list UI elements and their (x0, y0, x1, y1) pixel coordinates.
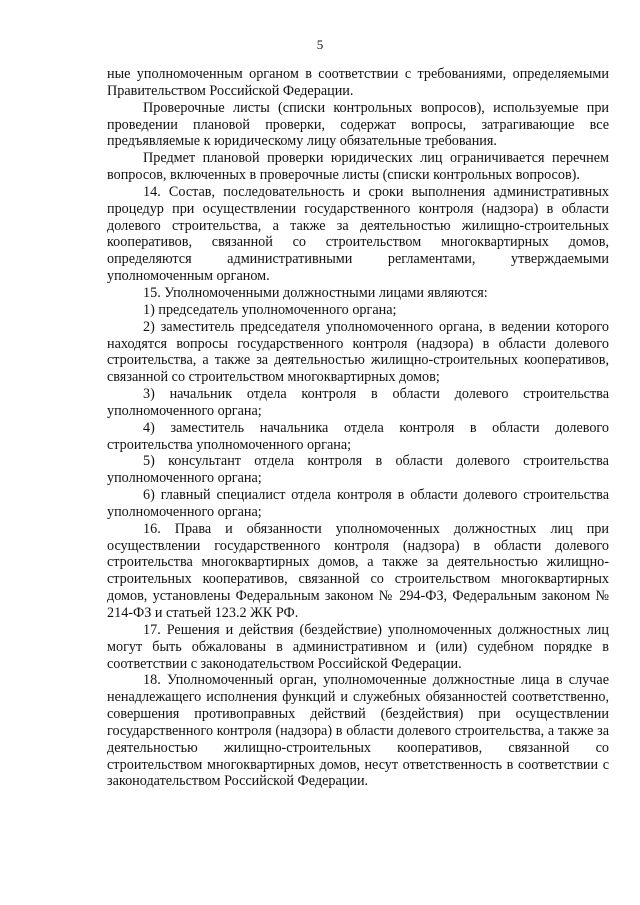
list-item-5: 5) консультант отдела контроля в области долевого строительства уполномоченного органа; (107, 453, 609, 487)
page-number: 5 (316, 37, 324, 52)
document-body (107, 66, 609, 790)
list-item-3: 3) начальник отдела контроля в области долевого строительства уполномоченного органа; (107, 386, 609, 419)
paragraph-item-15: 15. Уполномоченными должностными лицами являются: (143, 284, 488, 301)
paragraph-continuation: ные уполномоченным органом в соответствии с требованиями, определяемыми Правительством Российской Федерации. (107, 66, 609, 99)
list-item-4: 4) заместитель начальника отдела контроля в области долевого строительства уполномоченного органа; (107, 419, 609, 453)
list-item-2: 2) заместитель председателя уполномоченного органа, в ведении которого находятся вопросы государственного контроля (надзора) в области долевого строительства, а также за деятельностью жилищно-строительных кооперативов, связанной со строительством многоквартирных домов; (107, 318, 609, 386)
paragraph-item-14: 14. Состав, последовательность и сроки выполнения административных процедур при осуществлении государственного контроля (надзора) в области долевого строительства, а также за деятельностью жилищно-строительных кооперативов, связанной со строительством многоквартирных домов, определяются административными регламентами, утверждаемыми уполномоченным органом. (107, 183, 609, 285)
paragraph-checklists: Проверочные листы (списки контрольных вопросов), используемые при проведении плановой проверки, содержат вопросы, затрагивающие все предъявляемые к юридическому лицу обязательные требования. (107, 99, 609, 150)
list-item-6: 6) главный специалист отдела контроля в области долевого строительства уполномоченного органа; (107, 487, 609, 520)
paragraph-inspection-subject: Предмет плановой проверки юридических лиц ограничивается перечнем вопросов, включенных в проверочные листы (списки контрольных вопросов). (107, 150, 609, 184)
list-item-1: 1) председатель уполномоченного органа; (143, 301, 397, 318)
paragraph-item-18: 18. Уполномоченный орган, уполномоченные должностные лица в случае ненадлежащего исполнения функций и служебных обязанностей соответственно, совершения противоправных действий (бездействия) при осуществлении государственного контроля (надзора) в области долевого строительства, а также за деятельностью жилищно-строительных кооперативов, связанной со строительством многоквартирных домов, несут ответственность в соответствии с законодательством Российской Федерации. (107, 672, 609, 790)
paragraph-item-16: 16. Права и обязанности уполномоченных должностных лиц при осуществлении государственного контроля (надзора) в области долевого строительства многоквартирных домов, а также за деятельностью жилищно-строительных кооперативов, связанной со строительством многоквартирных домов, установлены Федеральным законом № 294-ФЗ, Федеральным законом № 214-ФЗ и статьей 123.2 ЖК РФ. (107, 520, 609, 621)
paragraph-item-17: 17. Решения и действия (бездействие) уполномоченных должностных лиц могут быть обжалованы в административном и (или) судебном порядке в соответствии с законодательством Российской Федерации. (107, 621, 609, 672)
